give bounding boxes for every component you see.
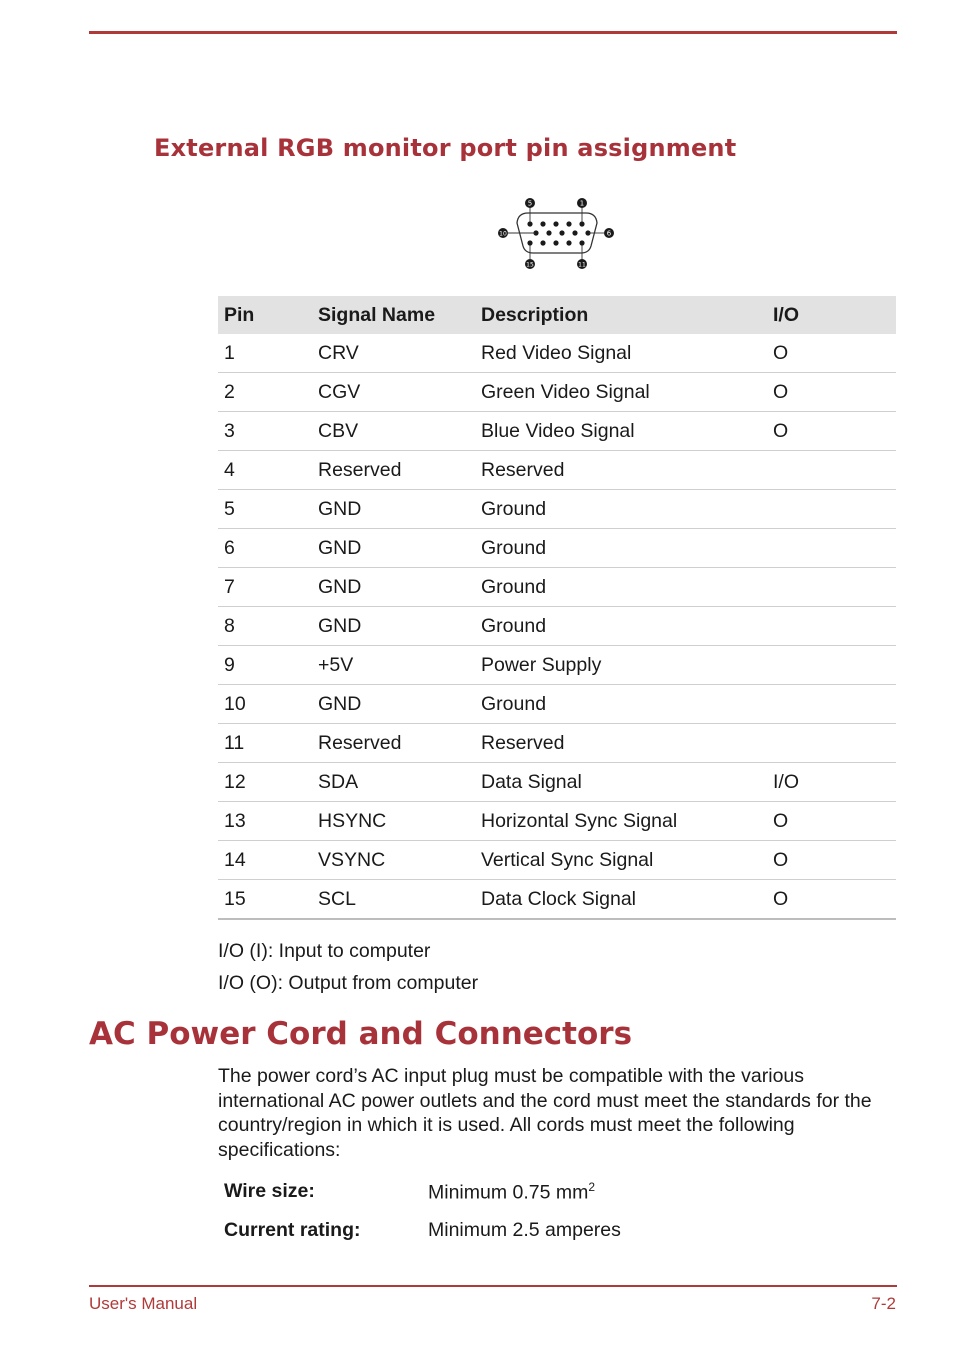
footer-rule — [89, 1285, 897, 1287]
table-row — [218, 568, 896, 607]
cell-signal-name: GND — [312, 685, 475, 724]
cell-pin: 7 — [218, 568, 312, 607]
cell-io — [767, 451, 896, 490]
cell-io: O — [767, 334, 896, 373]
header-rule — [89, 31, 897, 34]
cell-description: Reserved — [475, 724, 767, 763]
pin-dot — [553, 221, 558, 226]
pin-dot — [566, 240, 571, 245]
cell-signal-name: CRV — [312, 334, 475, 373]
body-paragraph: The power cord’s AC input plug must be compatible with the various international AC power outlets and the cord must meet the standards for the country/region in which it is used. All cords must meet the following specifications: — [218, 1065, 872, 1161]
note-output: I/O (O): Output from computer — [218, 972, 479, 994]
wire-size-text: Minimum 0.75 mm — [428, 1181, 589, 1204]
wire-size-superscript: 2 — [588, 1180, 596, 1194]
spec-value-wire-size — [428, 1180, 595, 1205]
cell-description: Ground — [475, 490, 767, 529]
col-header-io: I/O — [767, 296, 896, 334]
cell-pin: 15 — [218, 880, 312, 920]
cell-signal-name: GND — [312, 568, 475, 607]
cell-signal-name: GND — [312, 529, 475, 568]
table-row — [218, 490, 896, 529]
table-row — [218, 451, 896, 490]
cell-signal-name: HSYNC — [312, 802, 475, 841]
cell-pin: 13 — [218, 802, 312, 841]
cell-pin: 2 — [218, 373, 312, 412]
cell-io: O — [767, 373, 896, 412]
cell-pin: 9 — [218, 646, 312, 685]
cell-pin: 6 — [218, 529, 312, 568]
footer-manual-title: User's Manual — [89, 1294, 198, 1313]
cell-signal-name: Reserved — [312, 724, 475, 763]
cell-description: Ground — [475, 685, 767, 724]
table-row — [218, 763, 896, 802]
cell-description: Reserved — [475, 451, 767, 490]
pin-assignment-table — [218, 296, 896, 920]
cell-signal-name: SDA — [312, 763, 475, 802]
cell-io — [767, 568, 896, 607]
table-row — [218, 841, 896, 880]
vga-connector-diagram — [495, 194, 617, 274]
table-row — [218, 724, 896, 763]
table-row — [218, 802, 896, 841]
table-row — [218, 646, 896, 685]
cell-description: Data Signal — [475, 763, 767, 802]
pin-label-10: 10 — [499, 230, 507, 238]
pin-dot — [540, 221, 545, 226]
spec-value-current-rating: Minimum 2.5 amperes — [428, 1219, 621, 1241]
footer-page-number: 7-2 — [871, 1294, 896, 1313]
cell-signal-name: SCL — [312, 880, 475, 920]
cell-description: Blue Video Signal — [475, 412, 767, 451]
table-row — [218, 373, 896, 412]
pin-dot — [553, 240, 558, 245]
cell-description: Green Video Signal — [475, 373, 767, 412]
table-header-row — [218, 296, 896, 334]
cell-io: O — [767, 802, 896, 841]
pin-label-1: 1 — [579, 199, 585, 208]
cell-signal-name: CGV — [312, 373, 475, 412]
pin-dot — [579, 240, 584, 245]
cell-description: Vertical Sync Signal — [475, 841, 767, 880]
cell-description: Data Clock Signal — [475, 880, 767, 920]
pin-label-11: 11 — [578, 261, 586, 269]
chapter-title: AC Power Cord and Connectors — [89, 1016, 633, 1052]
pin-label-5: 5 — [527, 199, 533, 208]
table-row — [218, 880, 896, 920]
cell-description: Ground — [475, 529, 767, 568]
section-title: External RGB monitor port pin assignment — [154, 134, 737, 162]
cell-description: Red Video Signal — [475, 334, 767, 373]
cell-io: O — [767, 841, 896, 880]
table-body — [218, 334, 896, 919]
cell-pin: 5 — [218, 490, 312, 529]
cell-pin: 3 — [218, 412, 312, 451]
cell-pin: 10 — [218, 685, 312, 724]
cell-description: Ground — [475, 568, 767, 607]
col-header-signal-name: Signal Name — [312, 296, 475, 334]
cell-io — [767, 724, 896, 763]
cell-io — [767, 490, 896, 529]
table-row — [218, 529, 896, 568]
cell-io — [767, 607, 896, 646]
cell-signal-name: Reserved — [312, 451, 475, 490]
cell-pin: 11 — [218, 724, 312, 763]
pin-dot — [540, 240, 545, 245]
cell-description: Ground — [475, 607, 767, 646]
table-row — [218, 334, 896, 373]
cell-pin: 14 — [218, 841, 312, 880]
col-header-pin: Pin — [218, 296, 312, 334]
cell-description: Power Supply — [475, 646, 767, 685]
cell-io: O — [767, 412, 896, 451]
pin-dot — [527, 221, 532, 226]
table-row — [218, 607, 896, 646]
spec-label-current-rating: Current rating: — [224, 1219, 361, 1241]
pin-dot — [546, 230, 551, 235]
connector-pins — [527, 221, 590, 245]
pin-dot — [572, 230, 577, 235]
cell-io — [767, 529, 896, 568]
cell-io — [767, 685, 896, 724]
cell-signal-name: CBV — [312, 412, 475, 451]
cell-io: I/O — [767, 763, 896, 802]
cell-pin: 4 — [218, 451, 312, 490]
pin-dot — [559, 230, 564, 235]
pin-dot — [566, 221, 571, 226]
cell-signal-name: GND — [312, 607, 475, 646]
pin-label-15: 15 — [526, 261, 534, 269]
cell-io — [767, 646, 896, 685]
spec-label-wire-size: Wire size: — [224, 1180, 315, 1202]
cell-signal-name: GND — [312, 490, 475, 529]
cell-pin: 1 — [218, 334, 312, 373]
pin-dot — [527, 240, 532, 245]
cell-io: O — [767, 880, 896, 920]
pin-dot — [579, 221, 584, 226]
pin-label-6: 6 — [606, 229, 612, 238]
cell-signal-name: VSYNC — [312, 841, 475, 880]
col-header-description: Description — [475, 296, 767, 334]
note-input: I/O (I): Input to computer — [218, 940, 431, 962]
table-row — [218, 685, 896, 724]
cell-description: Horizontal Sync Signal — [475, 802, 767, 841]
cell-pin: 12 — [218, 763, 312, 802]
cell-signal-name: +5V — [312, 646, 475, 685]
cell-pin: 8 — [218, 607, 312, 646]
table-row — [218, 412, 896, 451]
